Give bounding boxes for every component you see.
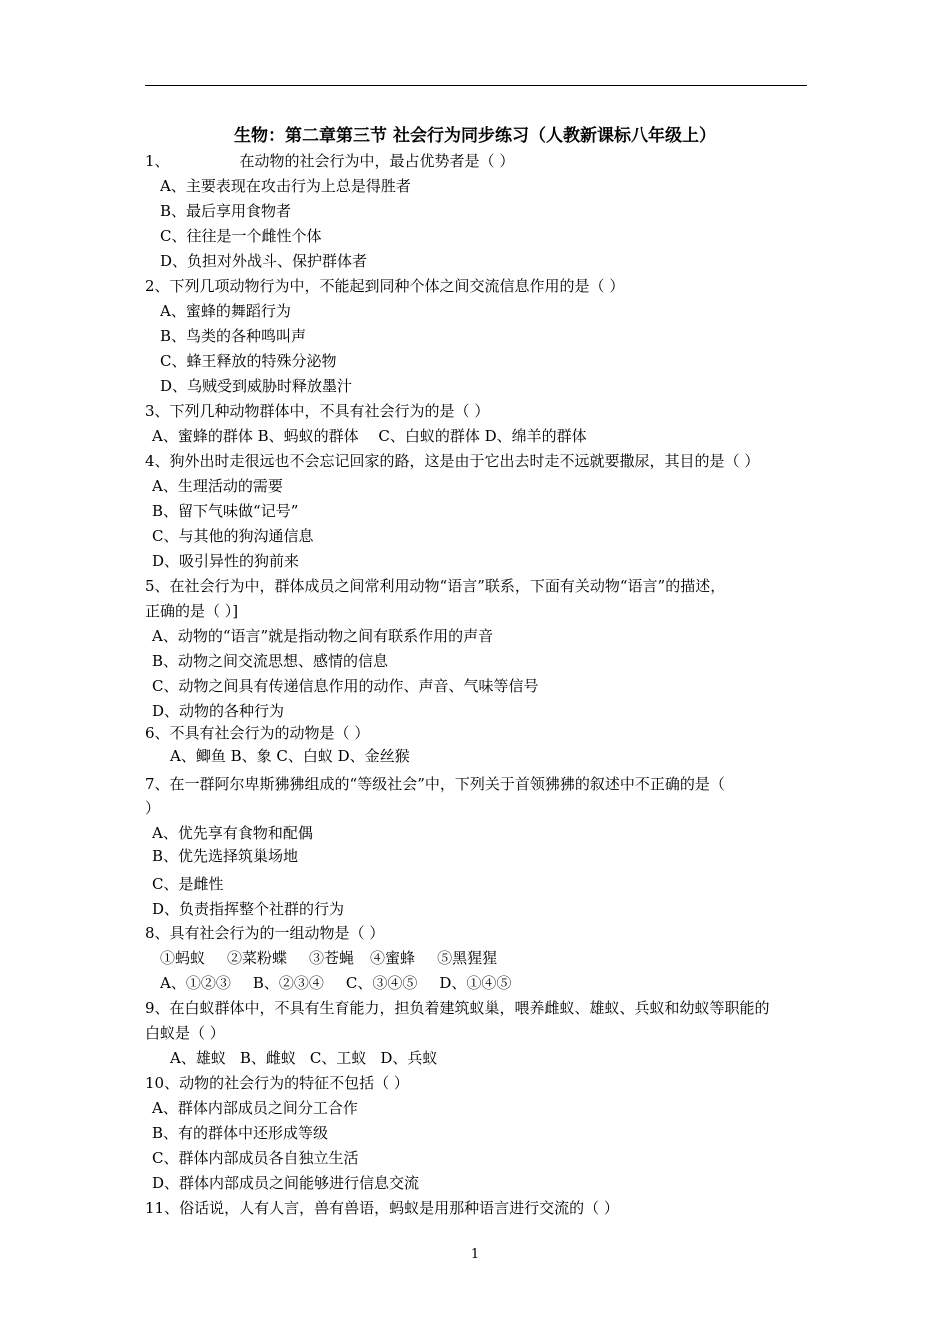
question-8: 8、具有社会行为的一组动物是（ ）: [145, 924, 385, 942]
q2-option-d: D、乌贼受到威胁时释放墨汁: [160, 377, 353, 395]
q9-choice-d: D、兵蚁: [380, 1049, 438, 1067]
q2-option-a: A、蜜蜂的舞蹈行为: [160, 302, 291, 320]
q8-choice-c: C、③④⑤: [345, 974, 418, 992]
q3-options: A、蜜蜂的群体 B、蚂蚁的群体 C、白蚁的群体 D、绵羊的群体: [152, 427, 587, 445]
question-10: 10、动物的社会行为的特征不包括（ ）: [145, 1074, 409, 1092]
question-7-line-1: 7、在一群阿尔卑斯狒狒组成的“等级社会”中，下列关于首领狒狒的叙述中不正确的是（: [145, 775, 725, 793]
q2-option-c: C、蜂王释放的特殊分泌物: [160, 352, 337, 370]
question-11: 11、俗话说，人有人言，兽有兽语，蚂蚁是用那种语言进行交流的（ ）: [145, 1199, 619, 1217]
q7-option-c: C、是雌性: [152, 875, 224, 893]
q2-option-b: B、鸟类的各种鸣叫声: [160, 327, 307, 345]
question-3: 3、下列几种动物群体中，不具有社会行为的是（ ）: [145, 402, 490, 420]
q1-option-b: B、最后享用食物者: [160, 202, 292, 220]
q8-item-3: ③苍蝇: [309, 949, 355, 967]
q4-option-a: A、生理活动的需要: [152, 477, 283, 495]
q9-choices: [170, 1047, 437, 1069]
q8-items: [160, 947, 497, 969]
question-9-line-2: 白蚁是（ ）: [145, 1024, 225, 1042]
q4-option-d: D、吸引异性的狗前来: [152, 552, 300, 570]
question-4: 4、狗外出时走很远也不会忘记回家的路，这是由于它出去时走不远就要撒尿，其目的是（ ）: [145, 452, 760, 470]
q9-choice-c: C、工蚁: [309, 1049, 367, 1067]
question-1-number: 1、: [145, 152, 170, 170]
q1-option-d: D、负担对外战斗、保护群体者: [160, 252, 368, 270]
q7-option-a: A、优先享有食物和配偶: [152, 824, 313, 842]
q9-choice-b: B、雌蚁: [239, 1049, 296, 1067]
question-7-line-2: ）: [145, 799, 161, 817]
q10-option-a: A、群体内部成员之间分工合作: [152, 1099, 358, 1117]
q5-option-a: A、动物的“语言”就是指动物之间有联系作用的声音: [152, 627, 494, 645]
question-6: 6、不具有社会行为的动物是（ ）: [145, 724, 370, 742]
q8-choice-a: A、①②③: [160, 974, 231, 992]
question-9-line-1: 9、在白蚁群体中，不具有生育能力，担负着建筑蚁巢，喂养雌蚁、雄蚁、兵蚁和幼蚁等职能的: [145, 999, 770, 1017]
q4-option-c: C、与其他的狗沟通信息: [152, 527, 314, 545]
q8-item-2: ②菜粉蝶: [227, 949, 288, 967]
q7-option-d: D、负责指挥整个社群的行为: [152, 900, 345, 918]
q4-option-b: B、留下气味做“记号”: [152, 502, 299, 520]
q10-option-b: B、有的群体中还形成等级: [152, 1124, 329, 1142]
q5-option-b: B、动物之间交流思想、感情的信息: [152, 652, 389, 670]
q1-option-a: A、主要表现在攻击行为上总是得胜者: [160, 177, 411, 195]
page-number: 1: [470, 1247, 480, 1262]
q5-option-c: C、动物之间具有传递信息作用的动作、声音、气味等信号: [152, 677, 539, 695]
page-title: 生物：第二章第三节 社会行为同步练习（人教新课标八年级上）: [234, 126, 716, 146]
q8-choice-d: D、①④⑤: [439, 974, 512, 992]
q10-option-c: C、群体内部成员各自独立生活: [152, 1149, 359, 1167]
q6-options: A、鲫鱼 B、象 C、白蚁 D、金丝猴: [170, 747, 410, 765]
q10-option-d: D、群体内部成员之间能够进行信息交流: [152, 1174, 420, 1192]
header-rule: [145, 85, 807, 86]
q9-choice-a: A、雄蚁: [170, 1049, 226, 1067]
question-5-line-2: 正确的是（ ）]: [145, 602, 239, 620]
question-5-line-1: 5、在社会行为中，群体成员之间常利用动物“语言”联系，下面有关动物“语言”的描述，: [145, 577, 726, 595]
q8-item-5: ⑤黑猩猩: [437, 949, 498, 967]
question-2: 2、下列几项动物行为中，不能起到同种个体之间交流信息作用的是（ ）: [145, 277, 625, 295]
question-1: [145, 150, 514, 172]
q8-choices: [160, 972, 511, 994]
q1-option-c: C、往往是一个雌性个体: [160, 227, 322, 245]
question-1-text: 在动物的社会行为中，最占优势者是（ ）: [239, 152, 515, 170]
q8-item-1: ①蚂蚁: [160, 949, 206, 967]
q7-option-b: B、优先选择筑巢场地: [152, 847, 299, 865]
q8-item-4: ④蜜蜂: [370, 949, 416, 967]
q8-choice-b: B、②③④: [252, 974, 324, 992]
q5-option-d: D、动物的各种行为: [152, 702, 285, 720]
